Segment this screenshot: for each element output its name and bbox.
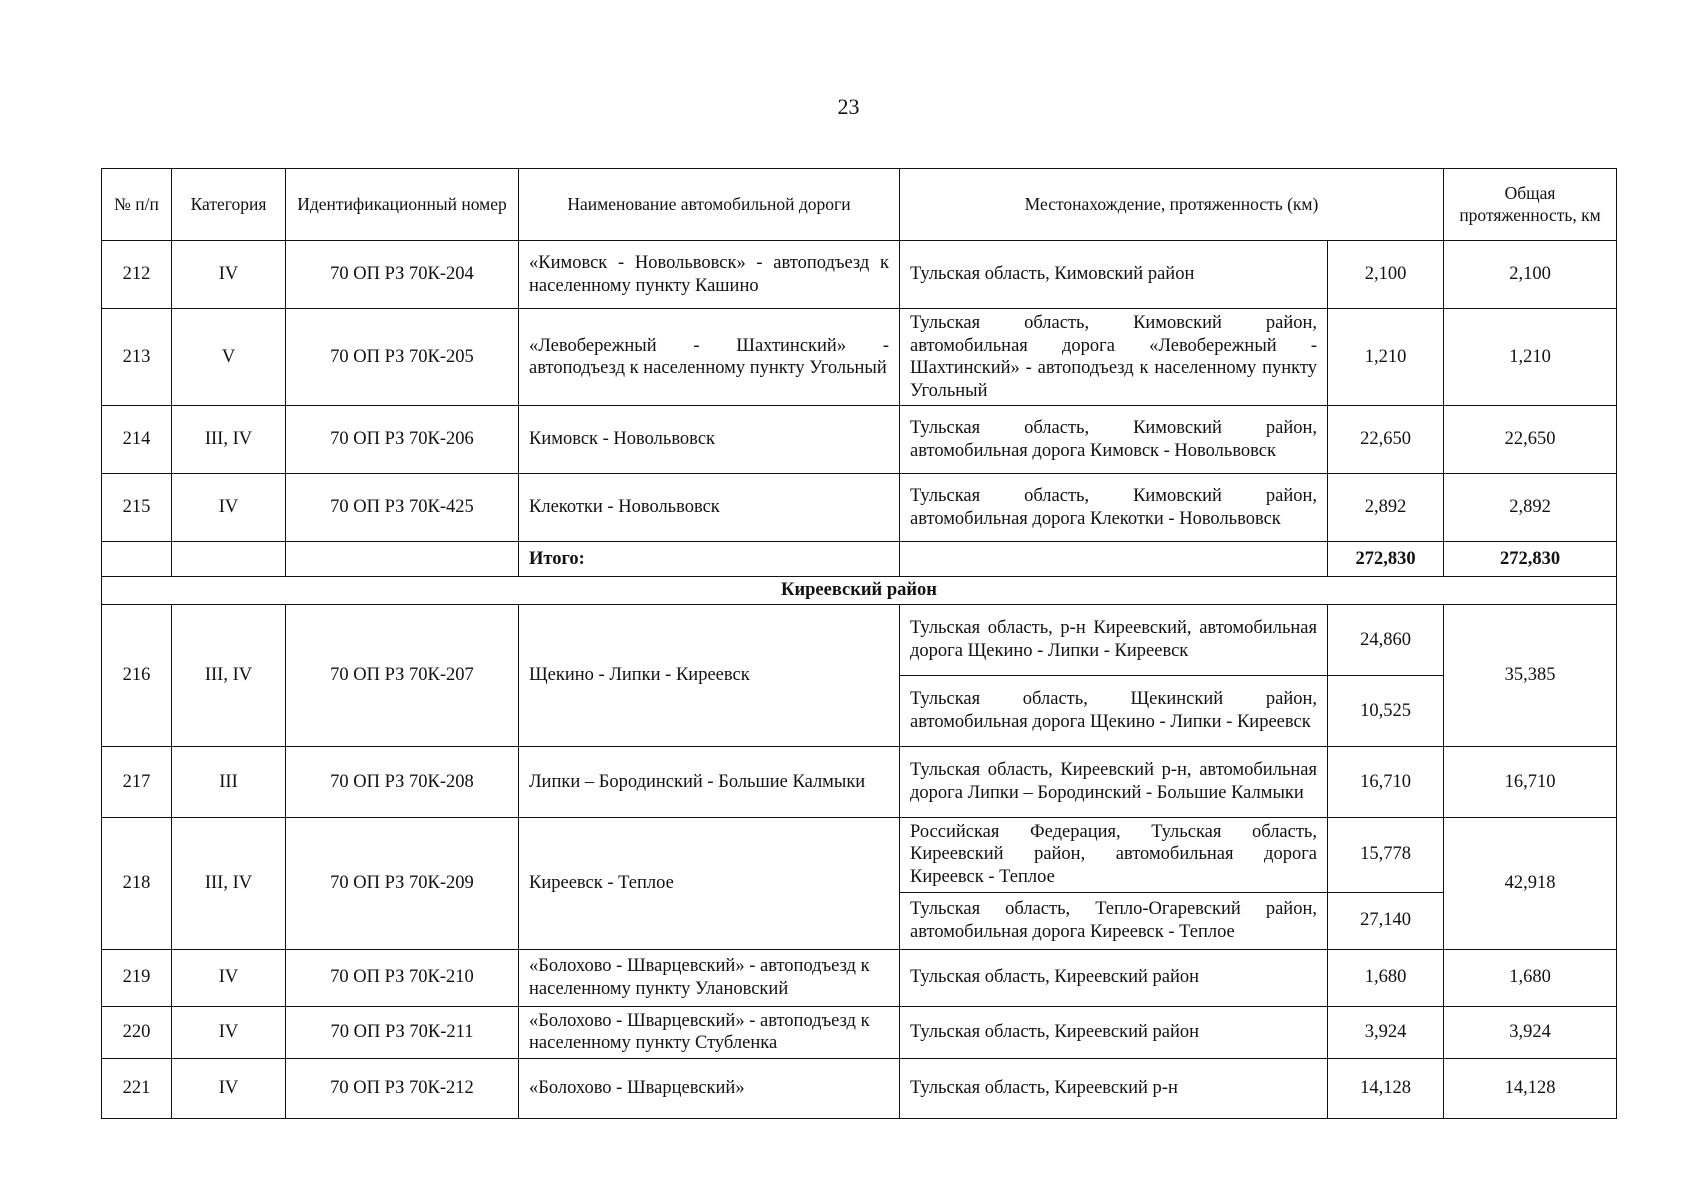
row-length: 2,100 xyxy=(1328,241,1444,309)
itogo-total: 272,830 xyxy=(1444,542,1617,577)
row-total: 22,650 xyxy=(1444,406,1617,474)
row-total: 3,924 xyxy=(1444,1006,1617,1058)
row-num: 213 xyxy=(102,309,172,406)
table-row xyxy=(102,1058,1617,1118)
itogo-row xyxy=(102,542,1617,577)
row-num: 221 xyxy=(102,1058,172,1118)
section-title: Киреевский район xyxy=(102,577,1617,605)
header-num: № п/п xyxy=(102,169,172,241)
row-total: 2,100 xyxy=(1444,241,1617,309)
row-num: 220 xyxy=(102,1006,172,1058)
table-row xyxy=(102,1006,1617,1058)
row-location: Тульская область, Киреевский р-н xyxy=(900,1058,1328,1118)
row-name: «Левобережный - Шахтинский» - автоподъезд к населенному пункту Угольный xyxy=(519,309,900,406)
row-total: 42,918 xyxy=(1444,817,1617,949)
row-name: Липки – Бородинский - Большие Калмыки xyxy=(519,746,900,817)
row-location: Тульская область, Кимовский район xyxy=(900,241,1328,309)
row-location: Тульская область, Киреевский район xyxy=(900,949,1328,1006)
header-category: Категория xyxy=(172,169,286,241)
row-category: IV xyxy=(172,1006,286,1058)
table-row xyxy=(102,746,1617,817)
row-category: IV xyxy=(172,1058,286,1118)
row-id: 70 ОП РЗ 70К-205 xyxy=(286,309,519,406)
row-num: 218 xyxy=(102,817,172,949)
table-row xyxy=(102,406,1617,474)
row-location: Российская Федерация, Тульская область, Киреевский район, автомобильная дорога Киреевск - Теплое xyxy=(900,817,1328,892)
row-location: Тульская область, р-н Киреевский, автомобильная дорога Щекино - Липки - Киреевск xyxy=(900,604,1328,675)
row-num: 216 xyxy=(102,604,172,746)
row-length: 24,860 xyxy=(1328,604,1444,675)
row-name: «Болохово - Шварцевский» - автоподъезд к населенному пункту Стубленка xyxy=(519,1006,900,1058)
row-total: 35,385 xyxy=(1444,604,1617,746)
row-location: Тульская область, Тепло-Огаревский район, автомобильная дорога Киреевск - Теплое xyxy=(900,892,1328,949)
row-category: V xyxy=(172,309,286,406)
row-num: 212 xyxy=(102,241,172,309)
row-length: 14,128 xyxy=(1328,1058,1444,1118)
row-category: IV xyxy=(172,474,286,542)
row-id: 70 ОП РЗ 70К-210 xyxy=(286,949,519,1006)
page-number: 23 xyxy=(837,94,860,119)
table-row xyxy=(102,474,1617,542)
row-name: «Болохово - Шварцевский» - автоподъезд к населенному пункту Улановский xyxy=(519,949,900,1006)
row-total: 1,680 xyxy=(1444,949,1617,1006)
row-category: III, IV xyxy=(172,817,286,949)
row-name: «Болохово - Шварцевский» xyxy=(519,1058,900,1118)
row-name: Клекотки - Новольвовск xyxy=(519,474,900,542)
row-location: Тульская область, Кимовский район, автомобильная дорога Кимовск - Новольвовск xyxy=(900,406,1328,474)
row-category: III, IV xyxy=(172,604,286,746)
row-length: 1,210 xyxy=(1328,309,1444,406)
empty-cell xyxy=(102,542,172,577)
row-num: 219 xyxy=(102,949,172,1006)
row-id: 70 ОП РЗ 70К-425 xyxy=(286,474,519,542)
row-length: 1,680 xyxy=(1328,949,1444,1006)
row-category: IV xyxy=(172,241,286,309)
header-total: Общая протяженность, км xyxy=(1444,169,1617,241)
row-location: Тульская область, Кимовский район, автомобильная дорога «Левобережный - Шахтинский» - автоподъезд к населенному пункту Угольный xyxy=(900,309,1328,406)
row-location: Тульская область, Кимовский район, автомобильная дорога Клекотки - Новольвовск xyxy=(900,474,1328,542)
row-location: Тульская область, Щекинский район, автомобильная дорога Щекино - Липки - Киреевск xyxy=(900,675,1328,746)
row-id: 70 ОП РЗ 70К-209 xyxy=(286,817,519,949)
row-id: 70 ОП РЗ 70К-208 xyxy=(286,746,519,817)
row-location: Тульская область, Киреевский район xyxy=(900,1006,1328,1058)
table-row xyxy=(102,604,1617,675)
row-total: 16,710 xyxy=(1444,746,1617,817)
row-category: III, IV xyxy=(172,406,286,474)
row-id: 70 ОП РЗ 70К-211 xyxy=(286,1006,519,1058)
row-length: 10,525 xyxy=(1328,675,1444,746)
row-length: 16,710 xyxy=(1328,746,1444,817)
header-row xyxy=(102,169,1617,241)
table-row xyxy=(102,241,1617,309)
row-length: 22,650 xyxy=(1328,406,1444,474)
table-row xyxy=(102,817,1617,892)
row-category: IV xyxy=(172,949,286,1006)
row-location: Тульская область, Киреевский р-н, автомобильная дорога Липки – Бородинский - Большие Калмыки xyxy=(900,746,1328,817)
roads-table xyxy=(101,168,1617,1119)
itogo-label: Итого: xyxy=(519,542,900,577)
row-length: 3,924 xyxy=(1328,1006,1444,1058)
row-id: 70 ОП РЗ 70К-204 xyxy=(286,241,519,309)
row-length: 2,892 xyxy=(1328,474,1444,542)
section-row xyxy=(102,577,1617,605)
table-row xyxy=(102,309,1617,406)
row-id: 70 ОП РЗ 70К-207 xyxy=(286,604,519,746)
row-id: 70 ОП РЗ 70К-206 xyxy=(286,406,519,474)
row-total: 2,892 xyxy=(1444,474,1617,542)
table-row xyxy=(102,949,1617,1006)
row-num: 214 xyxy=(102,406,172,474)
row-length: 15,778 xyxy=(1328,817,1444,892)
row-category: III xyxy=(172,746,286,817)
empty-cell xyxy=(286,542,519,577)
row-name: «Кимовск - Новольвовск» - автоподъезд к населенному пункту Кашино xyxy=(519,241,900,309)
row-name: Кимовск - Новольвовск xyxy=(519,406,900,474)
row-length: 27,140 xyxy=(1328,892,1444,949)
row-name: Киреевск - Теплое xyxy=(519,817,900,949)
row-total: 14,128 xyxy=(1444,1058,1617,1118)
row-num: 217 xyxy=(102,746,172,817)
empty-cell xyxy=(172,542,286,577)
row-num: 215 xyxy=(102,474,172,542)
empty-cell xyxy=(900,542,1328,577)
header-location: Местонахождение, протяженность (км) xyxy=(900,169,1444,241)
header-name: Наименование автомобильной дороги xyxy=(519,169,900,241)
row-total: 1,210 xyxy=(1444,309,1617,406)
itogo-length: 272,830 xyxy=(1328,542,1444,577)
header-id: Идентификационный номер xyxy=(286,169,519,241)
row-id: 70 ОП РЗ 70К-212 xyxy=(286,1058,519,1118)
row-name: Щекино - Липки - Киреевск xyxy=(519,604,900,746)
